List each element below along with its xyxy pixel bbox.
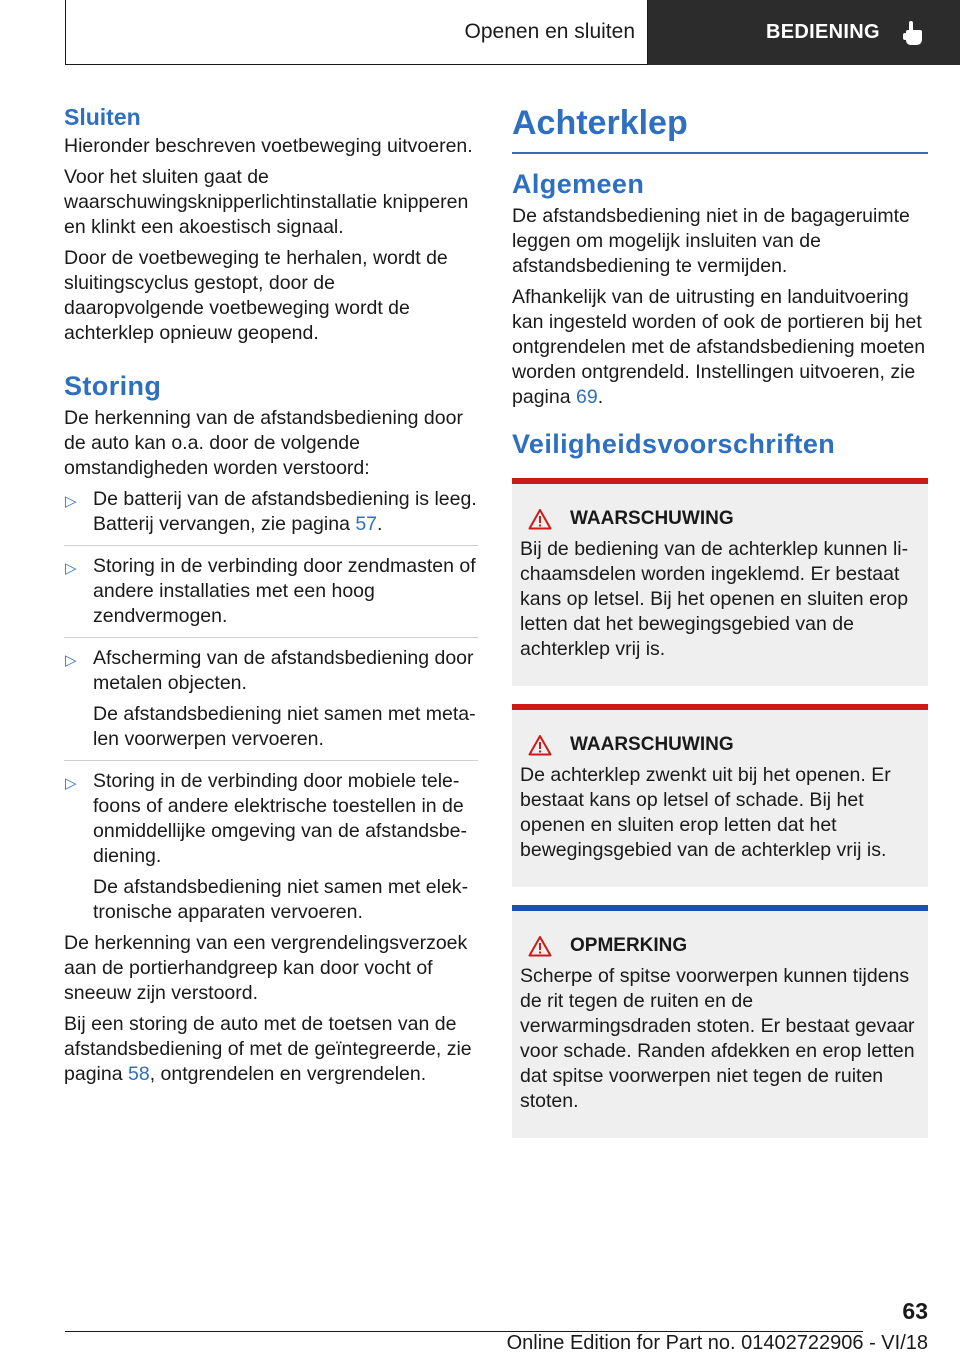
heading-veiligheid: Veiligheidsvoorschriften bbox=[512, 429, 836, 459]
page-link[interactable]: 69 bbox=[575, 386, 598, 408]
warning-title: WAARSCHUWING bbox=[570, 508, 734, 529]
list-item: ▷ De batterij van de afstandsbediening is leeg. Batterij vervangen, zie pagina 57. bbox=[65, 488, 477, 535]
bullet-triangle-icon: ▷ bbox=[65, 652, 77, 669]
paragraph: De herkenning van de afstandsbediening door de auto kan o.a. door de volgende omstandigheden worden verstoord: bbox=[64, 407, 463, 479]
page-header bbox=[65, 0, 960, 65]
warning-title: WAARSCHUWING bbox=[570, 734, 734, 755]
section-tab bbox=[65, 0, 648, 65]
page-link[interactable]: 57 bbox=[355, 513, 378, 535]
heading-algemeen: Algemeen bbox=[512, 169, 645, 199]
edition-footer: Online Edition for Part no. 01402722906 - VI/18 bbox=[506, 1332, 928, 1354]
bullet-divider bbox=[64, 545, 478, 546]
paragraph: Bij een storing de auto met de toetsen van de afstandsbediening of met de geïntegreerde, zie pagina 58, ontgrendelen en vergrendelen. bbox=[64, 1013, 472, 1085]
paragraph: De herkenning van een vergrendelingsverzoek aan de portierhandgreep kan door vocht of sneeuw zijn verstoord. bbox=[64, 932, 468, 1004]
chapter-tab bbox=[648, 0, 960, 65]
list-item: ▷ Storing in de verbinding door zendmasten of andere installaties met een hoog zendvermogen. bbox=[65, 555, 476, 627]
bullet-triangle-icon: ▷ bbox=[65, 560, 77, 577]
warning-triangle-icon bbox=[528, 734, 552, 756]
chapter-title: BEDIENING bbox=[766, 21, 880, 43]
list-item-detail: De afstandsbediening niet samen met metalen voorwerpen vervoeren. bbox=[93, 703, 476, 750]
warning-triangle-icon bbox=[528, 935, 552, 957]
warning-box bbox=[512, 704, 928, 887]
heading-sluiten: Sluiten bbox=[64, 104, 141, 130]
list-item: ▷ Storing in de verbinding door mobiele telefoons of andere elektrische toestellen in de onmiddellijke omgeving van de afstandsbediening. bbox=[65, 770, 467, 867]
heading-achterklep: Achterklep bbox=[512, 100, 928, 154]
bullet-divider bbox=[64, 637, 478, 638]
paragraph: Door de voetbeweging te herhalen, wordt de sluitingscyclus gestopt, door de daaropvolgende voetbeweging wordt de achterklep opnieuw geopend. bbox=[64, 247, 448, 344]
bullet-divider bbox=[64, 760, 478, 761]
list-item-detail: De afstandsbediening niet samen met elektronische apparaten vervoeren. bbox=[93, 876, 469, 923]
list-item: ▷ Afscherming van de afstandsbediening door metalen objecten. bbox=[65, 647, 474, 694]
note-box bbox=[512, 905, 928, 1138]
warning-box bbox=[512, 478, 928, 686]
warning-triangle-icon bbox=[528, 508, 552, 530]
section-title: Openen en sluiten bbox=[464, 20, 635, 43]
bullet-triangle-icon: ▷ bbox=[65, 775, 77, 792]
left-column bbox=[64, 100, 478, 1093]
bullet-triangle-icon: ▷ bbox=[65, 493, 77, 510]
paragraph: Voor het sluiten gaat de waarschuwingsknipperlichtinstallatie knipperen en klinkt een akoestisch signaal. bbox=[64, 166, 469, 238]
heading-storing: Storing bbox=[64, 371, 162, 401]
note-text: Scherpe of spitse voorwerpen kunnen tijdens de rit tegen de ruiten en de verwarmingsdraden stoten. Er bestaat gevaar voor schade. Randen afdekken en erop letten dat spitse voorwerpen niet tegen de ruiten stoten. bbox=[520, 965, 915, 1112]
paragraph: De afstandsbediening niet in de bagageruimte leggen om mogelijk insluiten van de afstandsbediening te vermijden. bbox=[512, 205, 910, 277]
right-column bbox=[512, 100, 928, 1156]
page-number: 63 bbox=[902, 1298, 928, 1324]
page-link[interactable]: 58 bbox=[127, 1063, 150, 1085]
pointing-hand-icon bbox=[902, 20, 924, 46]
warning-text: Bij de bediening van de achterklep kunnen lichaamsdelen worden ingeklemd. Er bestaat kans op letsel. Bij het openen en sluiten erop letten dat het bewegingsgebied van de achterklep vrij is. bbox=[520, 538, 909, 660]
note-title: OPMERKING bbox=[570, 935, 688, 956]
paragraph: Afhankelijk van de uitrusting en landuitvoering kan ingesteld worden of ook de portieren bij het ontgrendelen met de afstandsbediening moeten worden ontgrendeld. Instellingen uitvoeren, zie pagina 69. bbox=[512, 286, 926, 408]
paragraph: Hieronder beschreven voetbeweging uitvoeren. bbox=[64, 135, 473, 157]
warning-text: De achterklep zwenkt uit bij het openen. Er bestaat kans op letsel of schade. Bij het openen en sluiten erop letten dat het bewegingsgebied van de achterklep vrij is. bbox=[520, 764, 891, 861]
